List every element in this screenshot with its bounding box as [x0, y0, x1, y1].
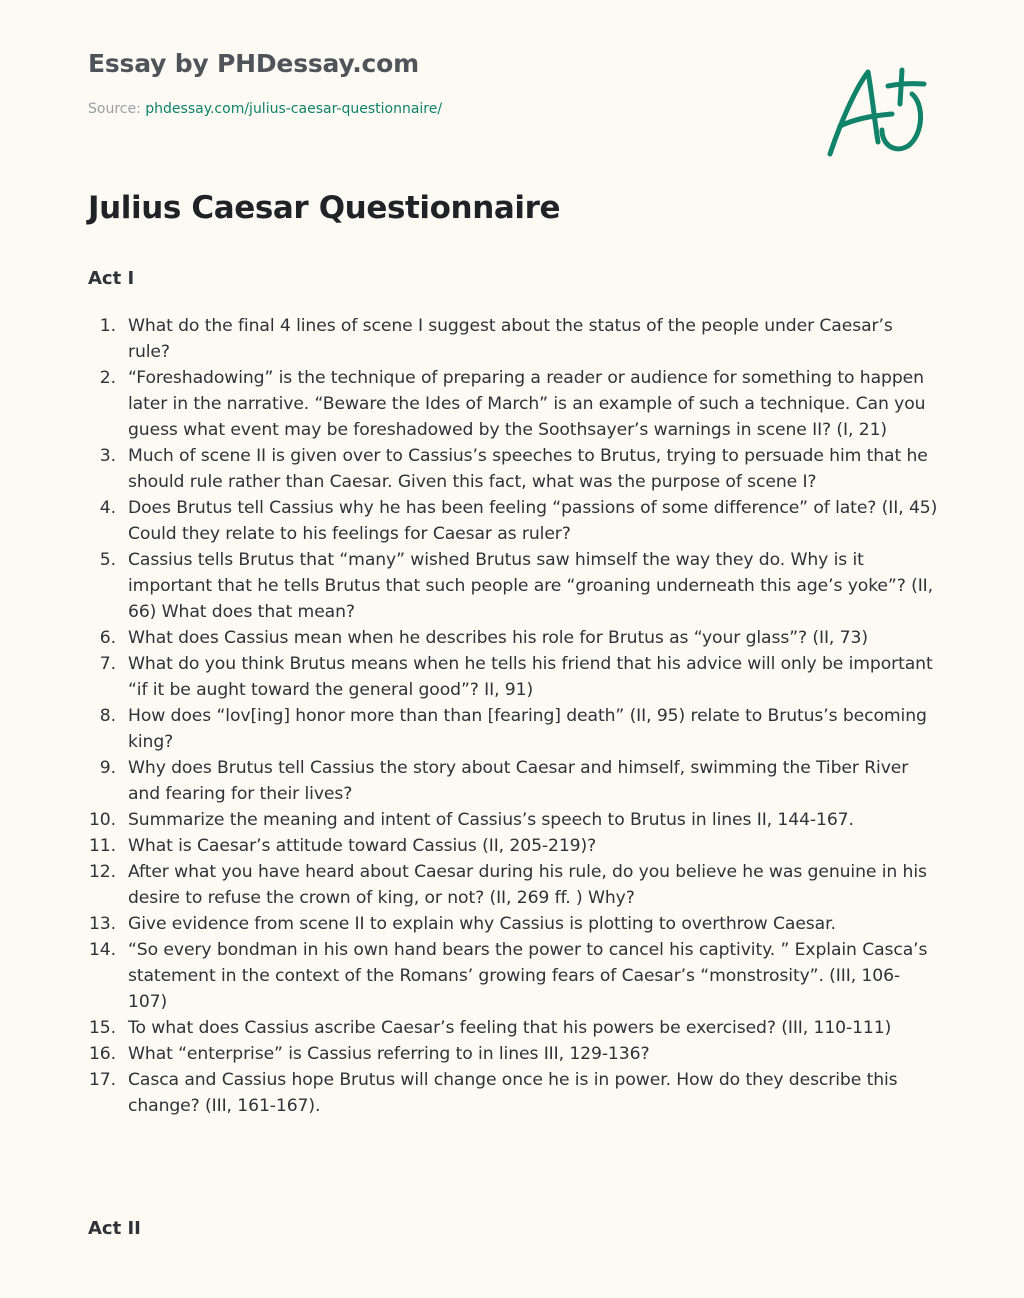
question-item — [88, 365, 938, 443]
question-item — [88, 755, 938, 807]
question-item — [88, 547, 938, 625]
act-1-heading: Act I — [88, 268, 135, 289]
question-text: After what you have heard about Caesar during his rule, do you believe he was genuine in his desire to refuse the crown of king, or not? (II, 269 ff. ) Why? — [128, 862, 927, 908]
source-link[interactable]: phdessay.com/julius-caesar-questionnaire/ — [145, 101, 443, 117]
question-text: What is Caesar’s attitude toward Cassius (II, 205-219)? — [128, 836, 597, 856]
question-number: 5. — [99, 550, 116, 570]
question-item — [88, 495, 938, 547]
question-item — [88, 911, 938, 937]
question-text: Does Brutus tell Cassius why he has been feeling “passions of some difference” of late? (II, 45) Could they relate to his feelings for Caesar as ruler? — [128, 498, 938, 544]
question-number: 8. — [99, 706, 116, 726]
document-title: Julius Caesar Questionnaire — [88, 190, 561, 226]
question-number: 17. — [88, 1070, 116, 1090]
source-line — [88, 101, 442, 117]
question-item — [88, 1067, 938, 1119]
question-item — [88, 859, 938, 911]
question-number: 6. — [99, 628, 116, 648]
act-2-heading: Act II — [88, 1218, 141, 1239]
question-item — [88, 833, 938, 859]
question-item — [88, 651, 938, 703]
question-text: Much of scene II is given over to Cassius’s speeches to Brutus, trying to persuade him that he should rule rather than Caesar. Given this fact, what was the purpose of scene I? — [128, 446, 928, 492]
question-text: Casca and Cassius hope Brutus will change once he is in power. How do they describe this change? (III, 161-167). — [128, 1070, 898, 1116]
question-number: 15. — [88, 1018, 116, 1038]
question-text: To what does Cassius ascribe Caesar’s feeling that his powers be exercised? (III, 110-111) — [128, 1018, 892, 1038]
question-number: 10. — [88, 810, 116, 830]
question-number: 14. — [88, 940, 116, 960]
question-number: 4. — [99, 498, 116, 518]
question-item — [88, 313, 938, 365]
question-text: What do the final 4 lines of scene I suggest about the status of the people under Caesar’s rule? — [128, 316, 893, 362]
question-number: 12. — [88, 862, 116, 882]
question-text: Cassius tells Brutus that “many” wished Brutus saw himself the way they do. Why is it important that he tells Brutus that such people are “groaning underneath this age’s yoke”? (II, 66) What does that mean? — [128, 550, 934, 622]
question-text: “So every bondman in his own hand bears the power to cancel his captivity. ” Explain Casca’s statement in the context of the Romans’ growing fears of Caesar’s “monstrosity”. (III, 106-107) — [128, 940, 928, 1012]
question-text: What does Cassius mean when he describes his role for Brutus as “your glass”? (II, 73) — [128, 628, 868, 648]
a-plus-logo-icon — [820, 64, 930, 164]
question-item — [88, 1041, 938, 1067]
question-number: 13. — [88, 914, 116, 934]
question-text: “Foreshadowing” is the technique of preparing a reader or audience for something to happen later in the narrative. “Beware the Ides of March” is an example of such a technique. Can you guess what event may be foreshadowed by the Soothsayer’s warnings in scene II? (I, 21) — [128, 368, 926, 440]
question-item — [88, 625, 938, 651]
question-number: 16. — [88, 1044, 116, 1064]
question-text: Summarize the meaning and intent of Cassius’s speech to Brutus in lines II, 144-167. — [128, 810, 854, 830]
question-list — [88, 313, 938, 1119]
question-item — [88, 937, 938, 1015]
question-text: What do you think Brutus means when he tells his friend that his advice will only be important “if it be aught toward the general good”? II, 91) — [128, 654, 933, 700]
question-number: 9. — [99, 758, 116, 778]
question-number: 2. — [99, 368, 116, 388]
question-item — [88, 443, 938, 495]
question-text: Give evidence from scene II to explain why Cassius is plotting to overthrow Caesar. — [128, 914, 836, 934]
question-number: 1. — [99, 316, 116, 336]
question-number: 7. — [99, 654, 116, 674]
site-title: Essay by PHDessay.com — [88, 49, 419, 78]
question-item — [88, 1015, 938, 1041]
question-text: What “enterprise” is Cassius referring to in lines III, 129-136? — [128, 1044, 650, 1064]
question-text: How does “lov[ing] honor more than than [fearing] death” (II, 95) relate to Brutus’s becoming king? — [128, 706, 927, 752]
question-number: 11. — [88, 836, 116, 856]
question-item — [88, 807, 938, 833]
source-label: Source: — [88, 101, 141, 117]
question-number: 3. — [99, 446, 116, 466]
question-item — [88, 703, 938, 755]
question-text: Why does Brutus tell Cassius the story about Caesar and himself, swimming the Tiber River and fearing for their lives? — [128, 758, 909, 804]
